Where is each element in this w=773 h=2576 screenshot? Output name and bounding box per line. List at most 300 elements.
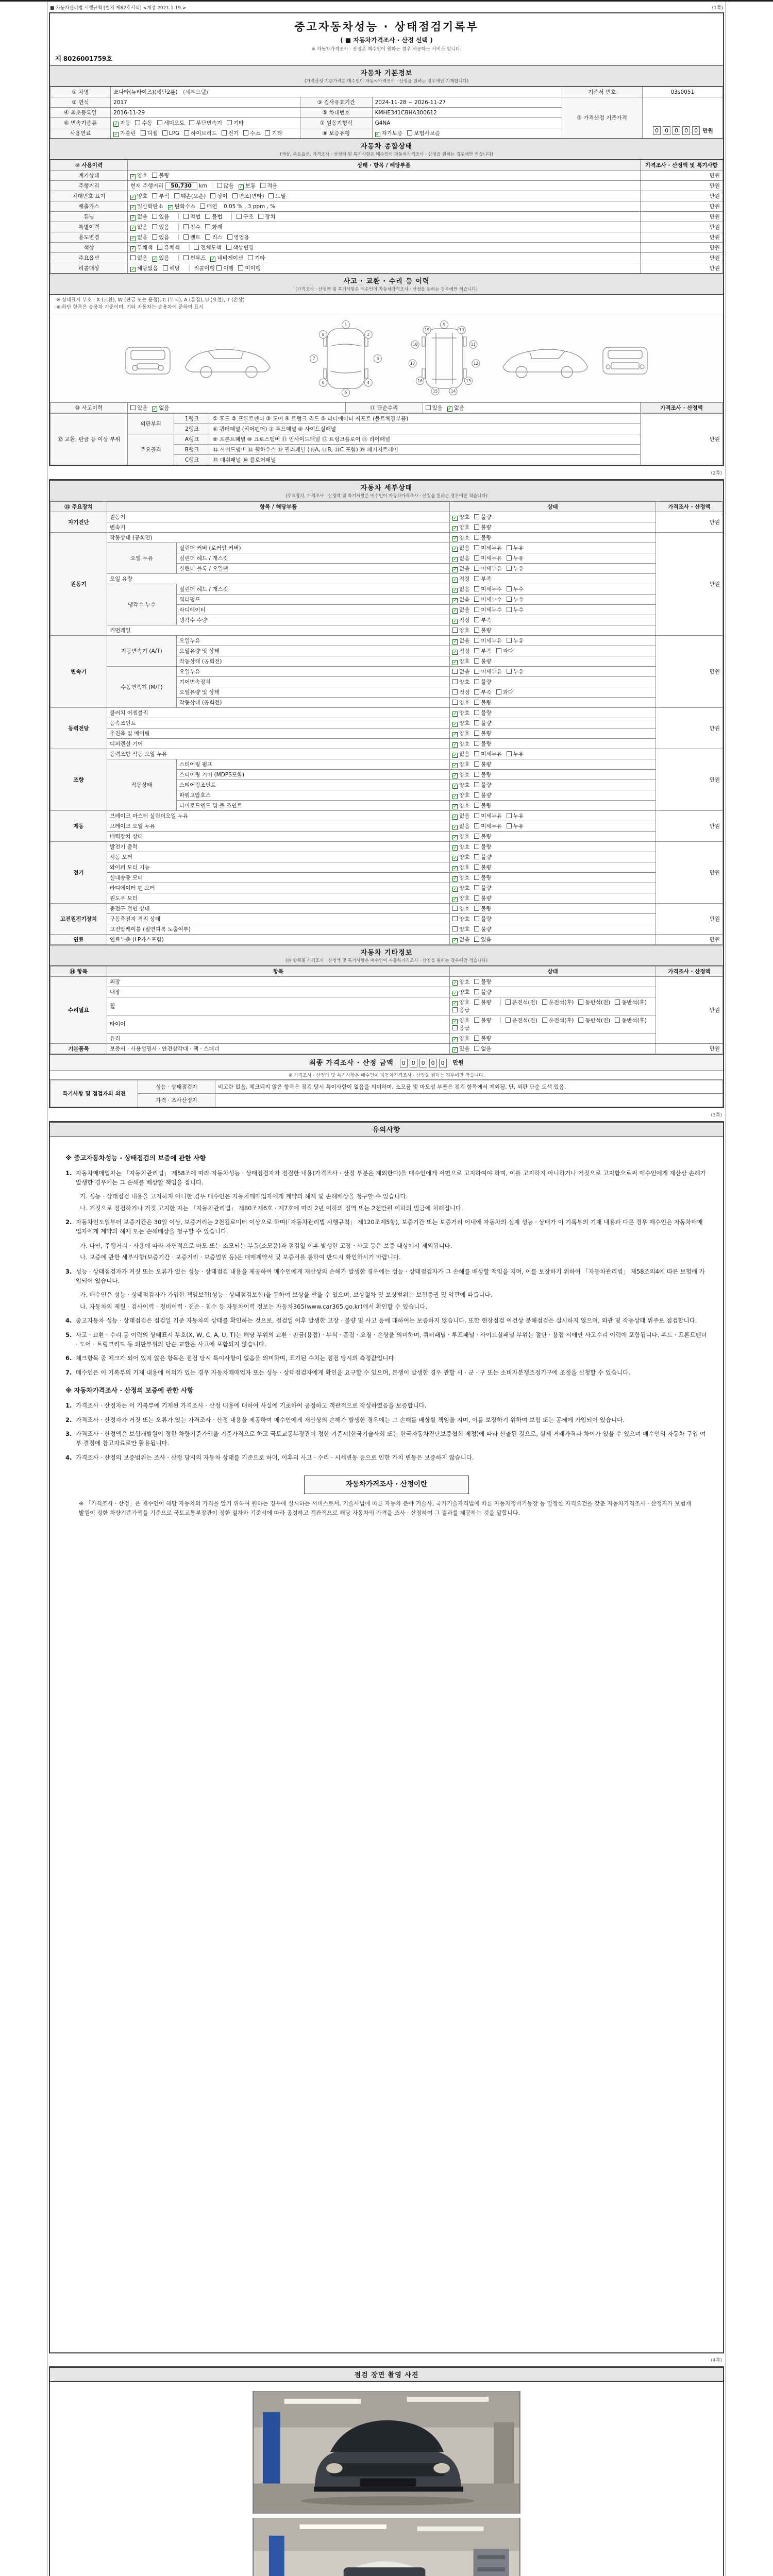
checkbox-option[interactable] <box>474 874 491 882</box>
price-cell: 만원 <box>641 243 723 253</box>
checkbox-label: 동반석(후) <box>621 999 647 1006</box>
checkbox-option[interactable] <box>452 978 469 986</box>
checkbox-option[interactable] <box>426 404 443 412</box>
checkbox-label: 불량 <box>481 782 492 788</box>
checkbox-option[interactable] <box>168 202 196 210</box>
checkbox-checked-icon: ✓ <box>131 226 135 231</box>
checkbox-option[interactable] <box>507 544 524 552</box>
notice-subitem: 나. 자동차의 제원 · 검사이력 · 정비이력 · 전손 · 침수 등 자동차이력 정보는 자동차365(www.car365.go.kr)에서 확인할 수 있습니다. <box>80 1302 428 1310</box>
checkbox-option[interactable] <box>141 129 158 137</box>
checkbox-option[interactable] <box>474 988 491 996</box>
checkbox-unchecked-icon <box>615 999 620 1005</box>
checkbox-option[interactable] <box>452 884 469 892</box>
checkbox-label: 양호 <box>459 916 470 922</box>
checkbox-option[interactable] <box>452 853 469 861</box>
checkbox-option[interactable] <box>113 129 136 137</box>
checkbox-option[interactable] <box>615 1016 647 1024</box>
checkbox-option[interactable] <box>452 657 469 665</box>
checkbox-option[interactable] <box>474 513 491 521</box>
checkbox-option[interactable] <box>496 688 513 696</box>
checkbox-option[interactable] <box>157 244 179 251</box>
checkbox-label: 있음 <box>159 224 170 230</box>
checkbox-option[interactable] <box>452 596 469 603</box>
checkbox-option[interactable] <box>507 585 524 593</box>
checkbox-option[interactable] <box>474 709 491 717</box>
table-row: 추진축 및 베어링 ✓ 양호 불량 <box>51 728 723 738</box>
checkbox-checked-icon: ✓ <box>453 793 457 799</box>
checkbox-unchecked-icon <box>474 1036 479 1041</box>
checkbox-option[interactable] <box>507 822 524 830</box>
checkbox-unchecked-icon <box>130 255 136 260</box>
checkbox-unchecked-icon <box>496 689 501 694</box>
checkbox-option[interactable] <box>474 616 491 624</box>
checkbox-option[interactable] <box>474 915 491 923</box>
checkbox-option[interactable] <box>474 1016 491 1024</box>
checkbox-label: 불량 <box>481 740 492 747</box>
checkbox-option[interactable] <box>162 130 179 137</box>
checkbox-option[interactable] <box>130 202 163 210</box>
table-row: 리콜대상 ✓ 해당없음 해당 │ 리콜이행 이행 미이행 만원 <box>51 263 723 274</box>
checkbox-option[interactable] <box>452 998 469 1006</box>
checkbox-option[interactable] <box>452 863 469 871</box>
checkbox-option[interactable] <box>452 647 469 655</box>
checkbox-option[interactable] <box>452 802 469 809</box>
checkbox-option[interactable] <box>452 1035 469 1042</box>
checkbox-option[interactable] <box>474 678 491 686</box>
checkbox-option[interactable] <box>130 233 147 241</box>
table-row: 작동상태 (공회전) ✓ 양호 불량 <box>51 656 723 666</box>
checkbox-option[interactable] <box>130 172 147 179</box>
checkbox-option[interactable] <box>452 699 469 706</box>
checkbox-label: 많음 <box>223 183 234 189</box>
checkbox-checked-icon: ✓ <box>453 546 457 552</box>
checkbox-option[interactable] <box>216 264 233 272</box>
checkbox-option[interactable] <box>227 119 244 127</box>
checkbox-option[interactable] <box>452 905 469 912</box>
checkbox-option[interactable] <box>542 1016 574 1024</box>
checkbox-option[interactable] <box>474 833 491 840</box>
checkbox-option[interactable] <box>474 668 502 675</box>
checkbox-option[interactable] <box>375 129 403 137</box>
price-cell: 만원 <box>641 171 723 181</box>
checkbox-option[interactable] <box>194 244 222 251</box>
checkbox-option[interactable] <box>210 192 227 200</box>
checkbox-option[interactable] <box>474 894 491 902</box>
checkbox-option[interactable] <box>507 637 524 645</box>
checkbox-unchecked-icon <box>452 689 458 694</box>
checkbox-option[interactable] <box>615 998 647 1006</box>
checkbox-unchecked-icon <box>474 989 479 994</box>
amount-digit-box: 0 <box>400 1059 408 1067</box>
checkbox-option[interactable] <box>474 565 502 572</box>
checkbox-option[interactable] <box>474 978 491 986</box>
checkbox-option[interactable] <box>452 606 469 614</box>
form-reference-row <box>50 4 723 11</box>
checkbox-option[interactable] <box>474 699 491 706</box>
table-row: 자기진단 원동기 ✓ 양호 불량 만원 <box>51 512 723 522</box>
checkbox-option[interactable] <box>452 585 469 593</box>
checkbox-option[interactable] <box>578 1016 610 1024</box>
checkbox-option[interactable] <box>452 523 469 531</box>
checkbox-option[interactable] <box>474 534 491 541</box>
checkbox-label: 누유 <box>513 545 524 551</box>
checkbox-label: 적정 <box>459 575 470 582</box>
table-row: 디퍼렌셜 기어 ✓ 양호 불량 <box>51 738 723 749</box>
checkbox-option[interactable] <box>474 791 491 799</box>
checkbox-option[interactable] <box>163 264 180 272</box>
checkbox-option[interactable] <box>260 182 277 190</box>
checkbox-option[interactable] <box>474 781 491 789</box>
checkbox-checked-icon: ✓ <box>453 526 457 531</box>
checkbox-unchecked-icon <box>474 535 479 540</box>
checkbox-label: 양호 <box>459 792 470 799</box>
checkbox-unchecked-icon <box>248 255 253 260</box>
checkbox-option[interactable] <box>452 709 469 717</box>
checkbox-option[interactable] <box>152 192 169 200</box>
table-row: ② 연식 2017 ③ 검사유효기간 2024-11-28 ~ 2026-11-27 ⑨ 가격산정 기준가격 0 0 0 0 0 만원 <box>51 97 723 108</box>
checkbox-option[interactable] <box>452 637 469 645</box>
checkbox-label: 있음 <box>459 1045 470 1052</box>
checkbox-option[interactable] <box>205 213 222 221</box>
checkbox-option[interactable] <box>474 853 491 861</box>
checkbox-option[interactable] <box>452 1045 469 1053</box>
checkbox-label: 미이행 <box>245 265 261 272</box>
checkbox-option[interactable] <box>135 119 152 127</box>
checkbox-option[interactable] <box>407 129 440 137</box>
checkbox-unchecked-icon <box>474 926 479 931</box>
checkbox-option[interactable] <box>452 740 469 748</box>
price-cell: 만원 <box>656 1043 723 1054</box>
checkbox-label: 양호 <box>459 782 470 788</box>
checkbox-option[interactable] <box>452 988 469 996</box>
document-title: 중고자동차성능 · 상태점검기록부 <box>294 21 479 33</box>
checkbox-option[interactable] <box>474 657 491 665</box>
basic-info-header: 자동차 기본정보 (가격산정 기준가격은 매수인이 자동차가격조사 · 산정을 원하는 경우에만 기재합니다) <box>50 65 723 87</box>
checkbox-option[interactable] <box>474 606 502 614</box>
checkbox-option[interactable] <box>474 575 491 583</box>
checkbox-option[interactable] <box>474 884 491 892</box>
checkbox-option[interactable] <box>130 192 147 200</box>
checkbox-option[interactable] <box>113 119 130 127</box>
checkbox-unchecked-icon <box>452 628 458 633</box>
checkbox-checked-icon: ✓ <box>453 866 457 871</box>
checkbox-unchecked-icon <box>474 586 479 591</box>
checkbox-option[interactable] <box>265 129 282 137</box>
vin-value: KMHE341CBHA300612 <box>372 108 562 118</box>
checkbox-option[interactable] <box>447 404 464 412</box>
checkbox-option[interactable] <box>507 606 524 614</box>
checkbox-option[interactable] <box>452 626 469 634</box>
checkbox-option[interactable] <box>226 244 254 251</box>
checkbox-option[interactable] <box>474 626 491 634</box>
checkbox-option[interactable] <box>452 554 469 562</box>
checkbox-option[interactable] <box>474 812 502 820</box>
checkbox-option[interactable] <box>452 791 469 799</box>
checkbox-label: 자동 <box>120 120 131 126</box>
checkbox-option[interactable] <box>210 254 243 262</box>
notice-item: 2. 가격조사 · 산정자가 거짓 또는 오류가 있는 가격조사 · 산정 내용을 제공하여 매수인에게 재산상의 손해가 발생한 경우에는 그 손해를 배상할 책임을 지며, 이를 보장하기 위하여 보험 또는 공제에 가입되어 있습니다. <box>65 1416 625 1423</box>
checkbox-option[interactable] <box>474 1035 491 1042</box>
checkbox-unchecked-icon <box>474 761 479 767</box>
checkbox-option[interactable] <box>222 129 239 137</box>
checkbox-checked-icon: ✓ <box>453 732 457 737</box>
checkbox-label: LPG <box>169 130 180 137</box>
checkbox-option[interactable] <box>152 172 169 179</box>
price-cell: 만원 <box>656 707 723 749</box>
document-subtitle-note: ※ 자동차가격조사 · 산정은 매수인이 원하는 경우 제공하는 서비스 입니다. <box>311 47 462 52</box>
checkbox-checked-icon: ✓ <box>453 577 457 583</box>
checkbox-option[interactable] <box>474 585 502 593</box>
checkbox-checked-icon: ✓ <box>131 205 135 210</box>
price-cell: 만원 <box>641 263 723 274</box>
checkbox-label: 있음 <box>432 404 443 411</box>
checkbox-option[interactable] <box>189 119 222 127</box>
checkbox-option[interactable] <box>237 213 254 221</box>
final-amount-row <box>50 1054 723 1071</box>
checkbox-option[interactable] <box>452 925 469 933</box>
checkbox-option[interactable] <box>205 223 222 231</box>
checkbox-option[interactable] <box>474 647 491 655</box>
checkbox-unchecked-icon <box>474 979 479 984</box>
checkbox-option[interactable] <box>496 647 513 655</box>
checkbox-option[interactable] <box>452 1016 469 1024</box>
table-row: 타이로드엔드 및 볼 조인트 ✓ 양호 불량 <box>51 800 723 810</box>
checkbox-label: 해당없음 <box>137 265 158 272</box>
checkbox-option[interactable] <box>507 668 524 675</box>
checkbox-checked-icon: ✓ <box>453 814 457 820</box>
checkbox-option[interactable] <box>152 223 169 231</box>
checkbox-option[interactable] <box>452 678 469 686</box>
checkbox-option[interactable] <box>130 264 158 272</box>
amount-digit-box: 0 <box>673 126 680 135</box>
table-row: 냉각수 수량 ✓ 적정 부족 <box>51 615 723 625</box>
checkbox-label: 양호 <box>459 864 470 871</box>
checkbox-option[interactable] <box>474 740 491 748</box>
checkbox-option[interactable] <box>248 254 265 262</box>
checkbox-option[interactable] <box>130 223 147 231</box>
price-cell: 만원 <box>641 212 723 222</box>
checkbox-option[interactable] <box>452 513 469 521</box>
rank1-panels: ① 후드 ② 프론트펜더 ③ 도어 ④ 트렁크 리드 ⑤ 라디에이터 서포트 (볼트체결부품) <box>210 413 641 423</box>
checkbox-option[interactable] <box>474 822 502 830</box>
checkbox-option[interactable] <box>268 192 285 200</box>
checkbox-label: 썬루프 <box>190 255 206 261</box>
checkbox-option[interactable] <box>452 534 469 541</box>
checkbox-unchecked-icon <box>174 193 179 198</box>
checkbox-option[interactable] <box>474 802 491 809</box>
checkbox-option[interactable] <box>452 575 469 583</box>
price-cell: 만원 <box>656 976 723 1043</box>
checkbox-option[interactable] <box>507 596 524 603</box>
notices-body <box>50 1137 723 1527</box>
checkbox-option[interactable] <box>452 688 469 696</box>
checkbox-option[interactable] <box>239 182 256 190</box>
checkbox-option[interactable] <box>130 254 147 262</box>
checkbox-option[interactable] <box>157 119 185 127</box>
checkbox-option[interactable] <box>474 905 491 912</box>
checkbox-option[interactable] <box>474 771 491 778</box>
checkbox-option[interactable] <box>205 233 222 241</box>
checkbox-unchecked-icon <box>496 648 501 653</box>
checkbox-label: 부족 <box>481 689 492 696</box>
final-amount-note: ※ 가격조사 · 산정액 및 특기사항은 매수인이 자동차가격조사 · 산정을 원하는 경우에만 적습니다. <box>50 1071 723 1080</box>
checkbox-option[interactable] <box>452 894 469 902</box>
checkbox-label: 동반석(전) <box>585 1017 611 1024</box>
checkbox-label: 동반석(전) <box>585 999 611 1006</box>
checkbox-option[interactable] <box>452 1006 469 1014</box>
checkbox-option[interactable] <box>474 843 491 851</box>
checkbox-option[interactable] <box>507 812 524 820</box>
checkbox-label: 불량 <box>481 627 492 634</box>
checkbox-option[interactable] <box>452 730 469 737</box>
checkbox-option[interactable] <box>474 596 502 603</box>
checkbox-option[interactable] <box>452 565 469 572</box>
checkbox-option[interactable] <box>474 863 491 871</box>
checkbox-label: 양호 <box>459 534 470 541</box>
checkbox-option[interactable] <box>452 750 469 758</box>
checkbox-option[interactable] <box>227 233 249 241</box>
checkbox-option[interactable] <box>474 688 491 696</box>
checkbox-unchecked-icon <box>474 597 479 602</box>
checkbox-option[interactable] <box>474 1045 491 1053</box>
checkbox-option[interactable] <box>474 637 502 645</box>
checkbox-option[interactable] <box>200 202 217 210</box>
checkbox-option[interactable] <box>474 760 491 768</box>
checkbox-option[interactable] <box>474 936 491 943</box>
final-amount-digits <box>399 1057 448 1067</box>
table-row: 주요골격 A랭크 ⑨ 프론트패널 ⑩ 크로스멤버 ⑪ 인사이드패널 ⑰ 트렁크플로어 ⑱ 리어패널 <box>51 434 723 444</box>
checkbox-option[interactable] <box>578 998 610 1006</box>
checkbox-option[interactable] <box>474 719 491 727</box>
checkbox-option[interactable] <box>152 233 169 241</box>
checkbox-option[interactable] <box>217 182 234 190</box>
car-front-view <box>126 347 170 374</box>
checkbox-option[interactable] <box>258 213 275 221</box>
table-row: 배출가스 ✓ 일산화탄소 ✓ 탄화수소 매연 0.05 % , 3 ppm , % 만원 <box>51 201 723 212</box>
notice-item: 6. 체크항목 중 체크가 되어 있지 않은 항목은 점검 당시 특이사항이 없음을 의미하며, 표기된 수치는 점검 당시의 측정값입니다. <box>65 1354 396 1362</box>
checkbox-checked-icon: ✓ <box>453 896 457 902</box>
checkbox-unchecked-icon <box>258 214 263 219</box>
checkbox-label: 미세누유 <box>481 668 502 675</box>
checkbox-label: 불량 <box>481 771 492 778</box>
page-marker-3: (3쪽) <box>711 1112 722 1118</box>
checkbox-label: 양호 <box>459 720 470 726</box>
rankC-panels: ⑮ 대쉬패널 ⑯ 플로어패널 <box>210 454 641 465</box>
checkbox-option[interactable] <box>152 404 169 412</box>
checkbox-option[interactable] <box>174 192 206 200</box>
checkbox-option[interactable] <box>452 1024 469 1032</box>
checkbox-label: 양호 <box>137 173 148 179</box>
table-row: 변속기 자동변속기 (A/T) 오일누유 ✓ 없음 미세누유 누유 만원 <box>51 635 723 646</box>
checkbox-option[interactable] <box>130 244 153 251</box>
checkbox-unchecked-icon <box>542 1018 547 1023</box>
svg-text:6: 6 <box>322 380 325 385</box>
checkbox-option[interactable] <box>130 213 147 221</box>
price-cell: 만원 <box>656 841 723 903</box>
checkbox-option[interactable] <box>452 874 469 882</box>
checkbox-option[interactable] <box>452 719 469 727</box>
checkbox-label: 세미오토 <box>163 120 185 126</box>
checkbox-option[interactable] <box>152 213 169 221</box>
checkbox-option[interactable] <box>506 998 537 1006</box>
checkbox-option[interactable] <box>452 843 469 851</box>
table-row: 파워고압호스 ✓ 양호 불량 <box>51 790 723 800</box>
checkbox-label: 양호 <box>459 885 470 891</box>
checkbox-unchecked-icon <box>216 265 222 270</box>
checkbox-option[interactable] <box>452 833 469 840</box>
checkbox-option[interactable] <box>507 565 524 572</box>
price-cell: 만원 <box>641 181 723 191</box>
checkbox-label: 자가보증 <box>381 130 403 137</box>
checkbox-label: 불량 <box>481 854 492 860</box>
checkbox-option[interactable] <box>474 750 502 758</box>
checkbox-option[interactable] <box>507 750 524 758</box>
checkbox-option[interactable] <box>452 544 469 552</box>
checkbox-unchecked-icon <box>474 865 479 870</box>
svg-text:10: 10 <box>459 327 464 332</box>
checkbox-option[interactable] <box>474 554 502 562</box>
checkbox-label: 있음 <box>159 255 170 261</box>
checkbox-label: 없음 <box>459 823 470 829</box>
table-row: 스티어링 기어 (MDPS포함) ✓ 양호 불량 <box>51 769 723 779</box>
checkbox-option[interactable] <box>183 254 206 262</box>
checkbox-option[interactable] <box>474 998 491 1006</box>
checkbox-checked-icon: ✓ <box>453 618 457 624</box>
checkbox-option[interactable] <box>452 771 469 778</box>
checkbox-option[interactable] <box>474 523 491 531</box>
checkbox-option[interactable] <box>507 554 524 562</box>
checkbox-unchecked-icon <box>507 566 512 571</box>
checkbox-option[interactable] <box>152 254 169 262</box>
checkbox-option[interactable] <box>452 822 469 830</box>
checkbox-option[interactable] <box>452 915 469 923</box>
checkbox-option[interactable] <box>452 781 469 789</box>
checkbox-label: 화재 <box>212 224 223 230</box>
checkbox-unchecked-icon <box>507 638 512 643</box>
checkbox-option[interactable] <box>238 264 260 272</box>
checkbox-label: 양호 <box>459 771 470 778</box>
checkbox-option[interactable] <box>243 129 260 137</box>
checkbox-option[interactable] <box>183 233 200 241</box>
table-row: 수리필요 외장 ✓ 양호 불량 만원 <box>51 976 723 987</box>
checkbox-unchecked-icon <box>152 214 157 219</box>
checkbox-option[interactable] <box>183 213 200 221</box>
checkbox-option[interactable] <box>452 616 469 624</box>
checkbox-label: 양호 <box>459 1035 470 1042</box>
checkbox-option[interactable] <box>183 223 200 231</box>
checkbox-option[interactable] <box>542 998 574 1006</box>
checkbox-option[interactable] <box>474 925 491 933</box>
mileage-value: 50,730 <box>165 182 197 190</box>
checkbox-option[interactable] <box>184 129 217 137</box>
price-cell: 만원 <box>656 934 723 944</box>
checkbox-unchecked-icon <box>474 875 479 880</box>
car-top-view-exterior <box>324 329 368 388</box>
checkbox-option[interactable] <box>130 404 147 412</box>
checkbox-checked-icon: ✓ <box>453 639 457 645</box>
checkbox-option[interactable] <box>452 760 469 768</box>
checkbox-label: 부식 <box>159 193 170 199</box>
checkbox-label: 수소 <box>250 130 261 137</box>
checkbox-option[interactable] <box>232 192 264 200</box>
checkbox-option[interactable] <box>452 812 469 820</box>
checkbox-option[interactable] <box>506 1016 537 1024</box>
checkbox-option[interactable] <box>474 544 502 552</box>
checkbox-option[interactable] <box>452 936 469 943</box>
checkbox-option[interactable] <box>452 668 469 675</box>
checkbox-option[interactable] <box>474 730 491 737</box>
checkbox-unchecked-icon <box>162 130 167 135</box>
